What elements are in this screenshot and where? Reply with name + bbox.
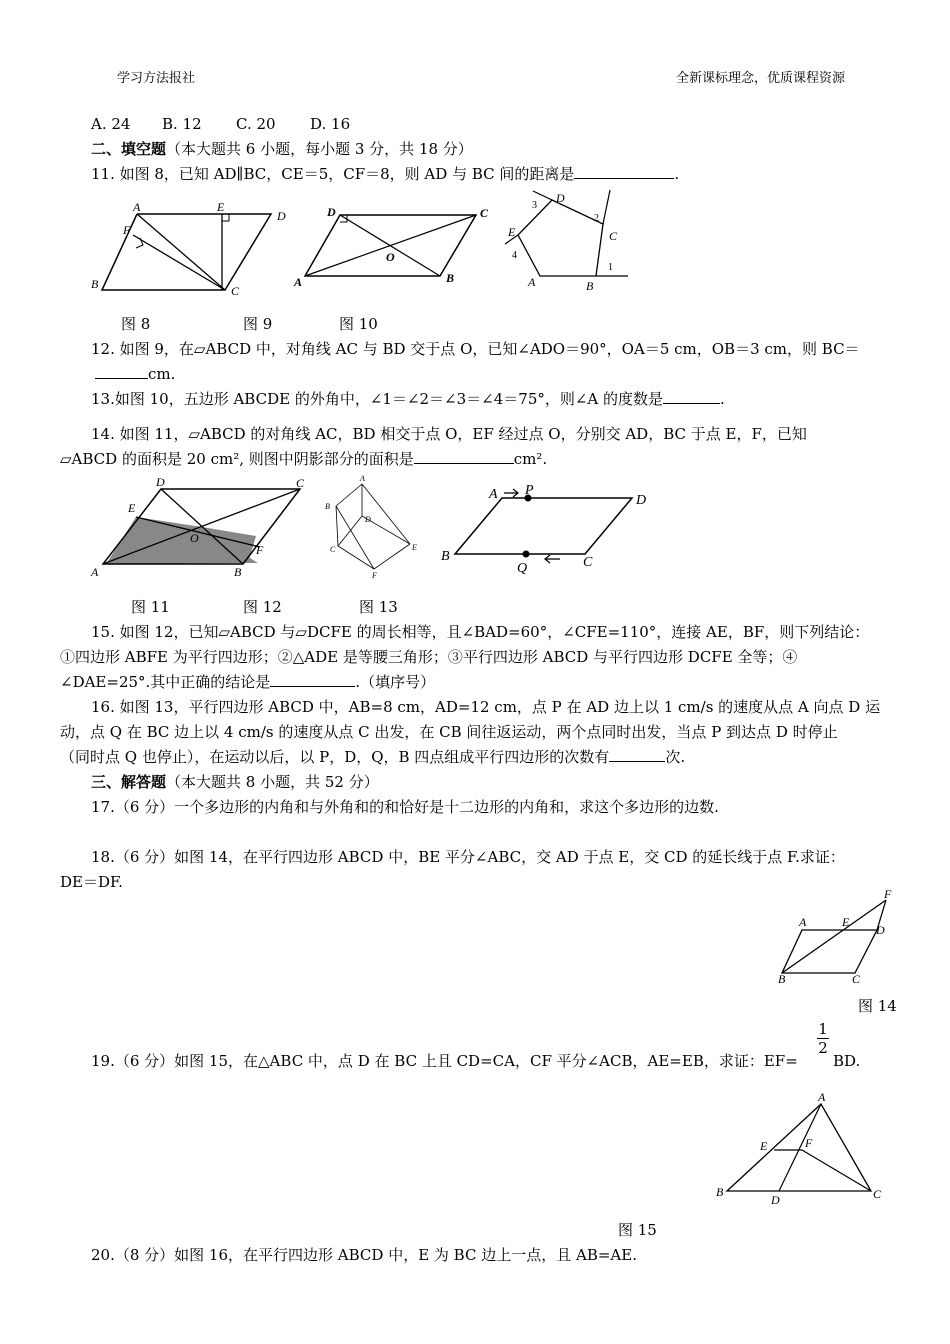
q15-line1: 15. 如图 12，已知▱ABCD 与▱DCFE 的周长相等，且∠BAD=60°，∠CFE=110°，连接 AE，BF，则下列结论： — [91, 623, 870, 641]
fig11-label-a: A — [91, 565, 99, 579]
fig10-angle-3: 3 — [532, 200, 537, 211]
option-a: A. 24 — [91, 115, 131, 133]
question-20: 20.（8 分）如图 16，在平行四边形 ABCD 中，E 为 BC 边上一点，且 AB=AE. — [91, 1246, 637, 1264]
q14-line2-text: ▱ABCD 的面积是 20 cm², 则图中阴影部分的面积是 — [60, 450, 414, 468]
fig8-label-b: B — [91, 277, 99, 291]
section-3-heading — [91, 772, 379, 792]
fig15-label-d: D — [771, 1193, 780, 1207]
option-d: D. 16 — [310, 115, 351, 133]
fig12-label-e: E — [412, 543, 417, 552]
fig8-label-d: D — [277, 209, 286, 223]
fig11-label-o: O — [190, 531, 199, 545]
fig13-label-d: D — [636, 493, 647, 508]
fig13-parallelogram — [455, 498, 632, 554]
fig13-caption: 图 13 — [359, 598, 398, 616]
q12-line1: 12. 如图 9，在▱ABCD 中，对角线 AC 与 BD 交于点 O，已知∠ADO＝90°，OA＝5 cm，OB＝3 cm，则 BC＝ — [91, 340, 860, 358]
header-left: 学习方法报社 — [117, 71, 196, 86]
question-11 — [91, 164, 679, 184]
fig11-label-c: C — [296, 476, 305, 490]
fig12-caption: 图 12 — [243, 598, 282, 616]
q15-line3 — [60, 672, 435, 692]
fig14-label-a: A — [799, 915, 807, 929]
fig8-label-f: F — [123, 223, 131, 237]
section-2-title: 二、填空题 — [91, 140, 167, 158]
q16-line2: 动，点 Q 在 BC 边上以 4 cm/s 的速度从点 C 出发，在 CB 间往返运动，两个点同时出发，当点 P 到达点 D 时停止 — [60, 723, 838, 741]
fig14-label-d: D — [876, 923, 885, 937]
fig12-label-f: F — [372, 571, 377, 580]
question-17: 17.（6 分）一个多边形的内角和与外角和的和恰好是十二边形的内角和，求这个多边形的边数. — [91, 798, 719, 816]
q15-line3-end: .（填序号） — [355, 673, 436, 691]
fig13-label-c: C — [583, 555, 593, 570]
fig12-cf — [338, 546, 374, 569]
fig13-arrow-p — [504, 489, 518, 497]
fig12-ef — [374, 544, 410, 569]
q11-blank[interactable] — [574, 164, 674, 179]
fig15-label-a: A — [818, 1090, 826, 1104]
fig8-label-c: C — [231, 284, 240, 298]
fig8-perp-cf — [133, 235, 225, 290]
fig10-label-b: B — [586, 279, 594, 293]
fig11-label-f: F — [256, 543, 264, 557]
fig9-label-a: A — [294, 275, 303, 289]
fig13-label-a: A — [489, 487, 498, 502]
fig10-label-e: E — [508, 225, 516, 239]
q18-line2: DE＝DF. — [60, 873, 123, 891]
q16-line1: 16. 如图 13，平行四边形 ABCD 中，AB=8 cm，AD=12 cm，点 P 在 AD 边上以 1 cm/s 的速度从点 A 向点 D 运 — [91, 698, 881, 716]
fig8-label-a: A — [133, 200, 141, 214]
fig11-label-e: E — [128, 501, 136, 515]
q19-text: 19.（6 分）如图 15，在△ABC 中，点 D 在 BC 上且 CD=CA，CF 平分∠ACB，AE=EB，求证：EF= — [91, 1052, 798, 1070]
header-right: 全新课标理念，优质课程资源 — [676, 71, 846, 86]
fig10-caption: 图 10 — [339, 315, 378, 333]
fig12-ae — [362, 484, 410, 544]
fig14-label-f: F — [884, 887, 892, 901]
q15-blank[interactable] — [270, 672, 355, 687]
fig10-label-c: C — [609, 229, 618, 243]
option-c: C. 20 — [236, 115, 276, 133]
fig15-label-f: F — [805, 1136, 813, 1150]
fig15-label-e: E — [760, 1139, 768, 1153]
fig8-right-angle-e — [222, 214, 229, 221]
fig10-angle-4: 4 — [512, 250, 517, 261]
q19-fraction — [816, 1020, 830, 1057]
q12-line2 — [95, 364, 175, 384]
figure-13 — [437, 478, 657, 578]
fig13-arrow-q — [545, 555, 560, 563]
fig15-label-c: C — [873, 1187, 882, 1201]
fig15-caption: 图 15 — [618, 1221, 657, 1239]
q11-end: . — [674, 165, 680, 183]
fig9-label-c: C — [480, 206, 489, 220]
q18-line1: 18.（6 分）如图 14，在平行四边形 ABCD 中，BE 平分∠ABC，交 AD 于点 E，交 CD 的延长线于点 F.求证： — [91, 848, 845, 866]
q13-blank[interactable] — [663, 389, 720, 404]
section-3-desc: （本大题共 8 小题，共 52 分） — [166, 773, 379, 791]
fig8-caption: 图 8 — [121, 315, 151, 333]
figure-10 — [500, 188, 635, 298]
fig12-bc — [336, 506, 338, 546]
fig8-diagonal — [137, 214, 225, 290]
fig11-label-b: B — [234, 565, 242, 579]
fig12-ab — [336, 484, 362, 506]
fig9-caption: 图 9 — [243, 315, 273, 333]
fig14-label-e: E — [842, 915, 850, 929]
fig8-label-e: E — [217, 200, 225, 214]
fig15-line-cf — [802, 1150, 871, 1191]
question-13 — [91, 389, 725, 409]
fig13-label-q: Q — [517, 561, 528, 576]
fig10-label-a: A — [528, 275, 536, 289]
fig10-ext-2 — [603, 190, 610, 224]
fig10-ext-3 — [533, 191, 552, 200]
figure-14 — [772, 886, 902, 991]
fig14-label-c: C — [852, 972, 861, 986]
figure-8 — [85, 198, 290, 298]
fig9-diagonal-bd — [340, 215, 440, 276]
q14-line1: 14. 如图 11，▱ABCD 的对角线 AC，BD 相交于点 O，EF 经过点 O，分别交 AD，BC 于点 E，F，已知 — [91, 425, 807, 443]
q14-line2-end: cm². — [513, 450, 548, 468]
section-2-heading — [91, 139, 473, 159]
fig15-label-b: B — [716, 1185, 724, 1199]
fig12-label-d: D — [365, 515, 371, 524]
fig12-label-c: C — [330, 545, 336, 554]
fig11-label-d: D — [156, 475, 165, 489]
q19-end: BD. — [833, 1052, 861, 1070]
fig9-label-d: D — [327, 205, 336, 219]
section-3-title: 三、解答题 — [91, 773, 167, 791]
section-2-desc: （本大题共 6 小题，每小题 3 分，共 18 分） — [166, 140, 473, 158]
q16-line3-text: （同时点 Q 也停止），在运动以后，以 P，D，Q，B 四点组成平行四边形的次数有 — [60, 748, 610, 766]
fig9-label-b: B — [446, 271, 455, 285]
fig13-point-q — [523, 551, 530, 558]
fig13-label-b: B — [441, 549, 450, 564]
figure-15 — [710, 1090, 890, 1210]
fig11-caption: 图 11 — [131, 598, 170, 616]
fig10-angle-2: 2 — [594, 213, 599, 224]
fig13-label-p: P — [525, 483, 534, 498]
figure-9 — [290, 200, 500, 295]
fig12-dc — [338, 516, 362, 546]
q14-line2 — [60, 449, 547, 469]
fig15-line-ad — [779, 1104, 821, 1191]
fig10-angle-1: 1 — [608, 262, 613, 273]
q16-line3 — [60, 747, 685, 767]
q19-frac-num: 1 — [818, 1020, 828, 1038]
q11-text: 11. 如图 8，已知 AD∥BC，CE＝5，CF＝8，则 AD 与 BC 间的距离是 — [91, 165, 575, 183]
q14-blank[interactable] — [414, 449, 514, 464]
q13-text: 13.如图 10，五边形 ABCDE 的外角中，∠1＝∠2＝∠3＝∠4＝75°，则∠A 的度数是 — [91, 390, 664, 408]
fig10-label-d: D — [556, 191, 565, 205]
q16-line3-end: 次. — [665, 748, 686, 766]
figure-11 — [88, 474, 318, 584]
fig14-line-bf — [782, 900, 886, 973]
fig10-pentagon — [518, 200, 603, 276]
q15-line2: ①四边形 ABFE 为平行四边形；②△ADE 是等腰三角形；③平行四边形 ABCD 与平行四边形 DCFE 全等；④ — [60, 648, 798, 666]
option-b: B. 12 — [162, 115, 202, 133]
fig14-parallelogram — [782, 930, 877, 973]
figure-12 — [322, 472, 427, 582]
fig14-label-b: B — [778, 972, 786, 986]
q12-line2-end: cm. — [148, 365, 176, 383]
q19-frac-den: 2 — [818, 1039, 828, 1057]
q16-blank[interactable] — [609, 747, 665, 762]
q15-line3-text: ∠DAE=25°.其中正确的结论是 — [60, 673, 271, 691]
q13-end: . — [720, 390, 725, 408]
fig12-label-b: B — [325, 502, 330, 511]
q12-blank[interactable] — [95, 364, 148, 379]
fig12-label-a: A — [360, 474, 365, 483]
fig14-caption: 图 14 — [858, 997, 897, 1015]
fig9-label-o: O — [386, 250, 395, 264]
